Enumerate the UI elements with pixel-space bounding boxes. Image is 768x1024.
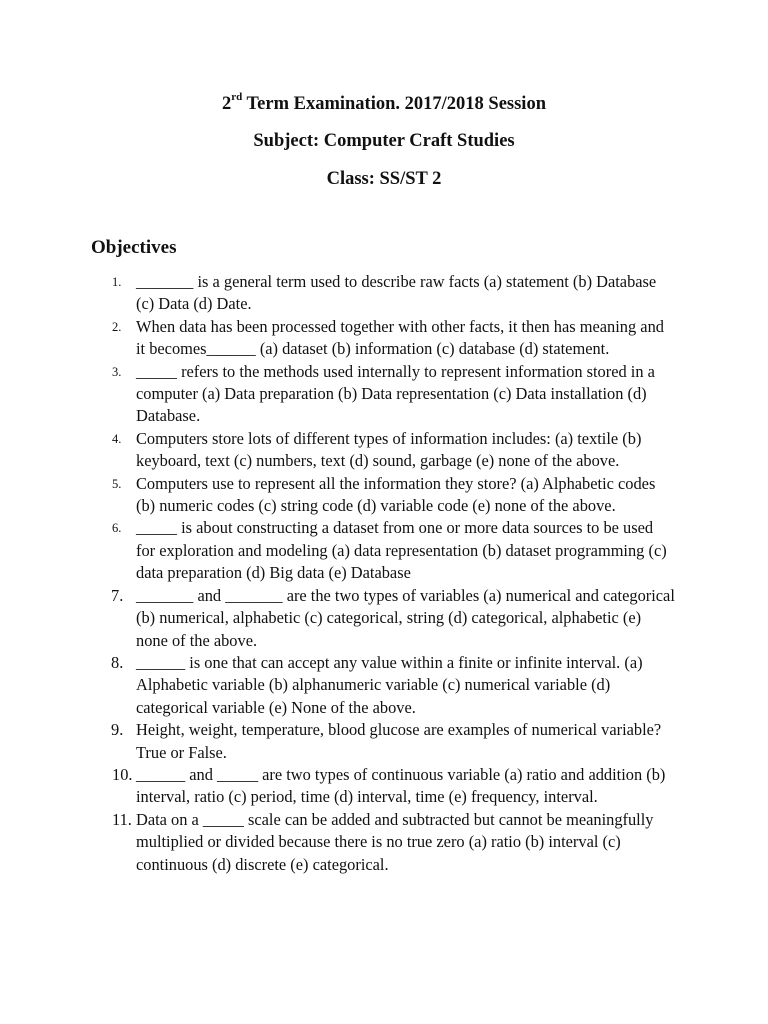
question-number: 5. (112, 476, 122, 491)
question-number: 6. (112, 521, 122, 536)
question-item (0, 473, 676, 518)
question-number: 1. (112, 275, 122, 289)
question-item (0, 517, 676, 584)
question-number: 10. (112, 764, 133, 784)
question-item (0, 361, 676, 428)
question-item (0, 652, 676, 719)
question-text: _______ and _______ are the two types of variables (a) numerical and categorical (b) numerical, alphabetic (c) categorical, string (d) categorical, alphabetic (e) none of the above. (136, 585, 675, 650)
question-number: 9. (111, 720, 124, 740)
question-item (0, 764, 676, 809)
question-number: 2. (112, 319, 122, 334)
question-text: ______ and _____ are two types of continuous variable (a) ratio and addition (b) interval, ratio (c) period, time (d) interval, time (e) frequency, interval. (136, 764, 666, 807)
question-item (0, 316, 676, 361)
question-text: Computers store lots of different types of information includes: (a) textile (b) keyboard, text (c) numbers, text (d) sound, garbage (e) none of the above. (136, 428, 642, 471)
exam-title-rest: Term Examination. 2017/2018 Session (242, 94, 546, 114)
question-item (0, 585, 676, 652)
question-number: 11. (112, 809, 132, 829)
exam-title (0, 90, 768, 115)
question-text: Data on a _____ scale can be added and subtracted but cannot be meaningfully multiplied or divided because there is no true zero (a) ratio (b) interval (c) continuous (d) discrete (e) categorical. (136, 809, 654, 874)
question-number: 3. (112, 364, 122, 379)
question-text: Height, weight, temperature, blood glucose are examples of numerical variable? True or False. (136, 720, 662, 762)
exam-number: 2 (221, 94, 232, 114)
exam-subject: Subject: Computer Craft Studies (253, 131, 515, 151)
exam-class: Class: SS/ST 2 (326, 169, 442, 189)
question-item (0, 428, 676, 473)
section-title: Objectives (91, 237, 177, 258)
question-text: When data has been processed together with other facts, it then has meaning and it becomes______ (a) dataset (b) information (c) database (d) statement. (136, 316, 664, 359)
question-item (0, 809, 676, 876)
question-text: _____ is about constructing a dataset from one or more data sources to be used for exploration and modeling (a) data representation (b) dataset programming (c) data preparation (d) Big data (e) Database (136, 518, 667, 583)
question-item (0, 719, 676, 764)
question-list (0, 271, 768, 876)
question-item (0, 271, 676, 316)
question-number: 7. (111, 585, 124, 605)
question-number: 8. (111, 652, 124, 672)
exam-number-suffix: rd (231, 90, 243, 103)
question-text: Computers use to represent all the information they store? (a) Alphabetic codes (b) numeric codes (c) string code (d) variable code (e) none of the above. (136, 473, 656, 516)
question-text: _____ refers to the methods used internally to represent information stored in a computer (a) Data preparation (b) Data representation (c) Data installation (d) Database. (136, 361, 655, 426)
question-text: _______ is a general term used to describe raw facts (a) statement (b) Database (c) Data (d) Date. (136, 272, 657, 314)
question-number: 4. (112, 431, 122, 446)
question-text: ______ is one that can accept any value within a finite or infinite interval. (a) Alphabetic variable (b) alphanumeric variable (c) numerical variable (d) categorical variable (e) None of the above. (136, 652, 643, 717)
